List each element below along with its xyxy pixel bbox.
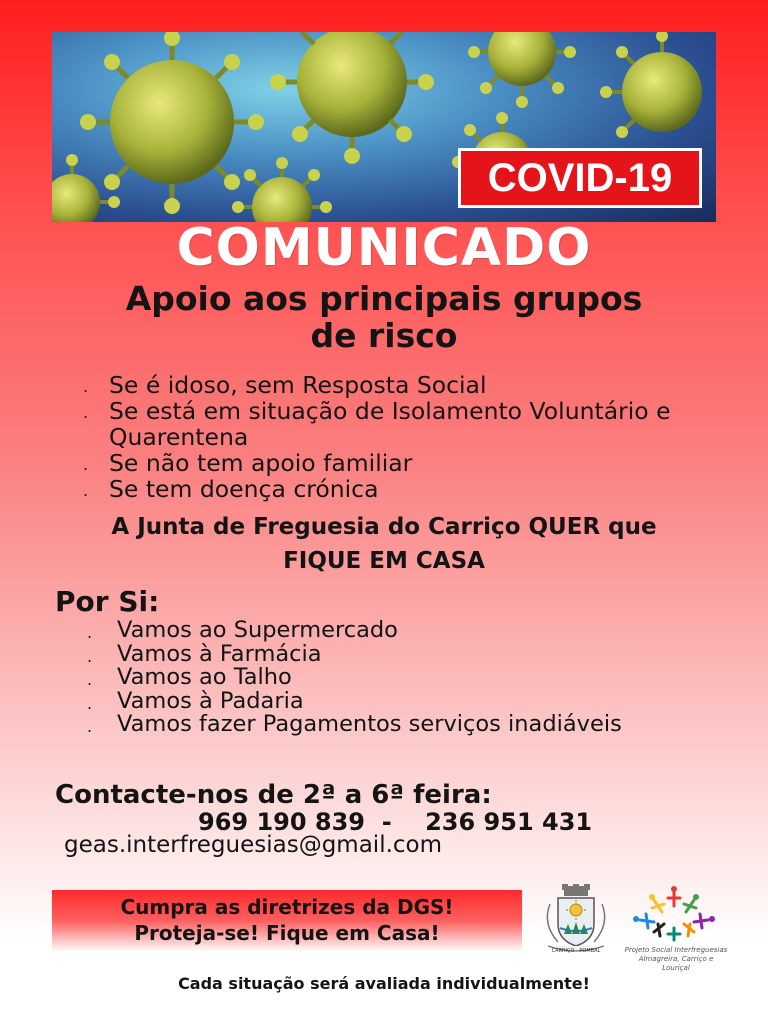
bullet-icon: .	[83, 455, 89, 474]
bullet-icon: .	[83, 377, 89, 396]
bullet-icon: .	[87, 693, 93, 713]
list-item: . Se é idoso, sem Resposta Social	[83, 371, 487, 399]
virus-icon	[232, 157, 332, 222]
virus-icon	[80, 32, 264, 214]
list-item: . Se está em situação de Isolamento Voluntário e Quarentena	[83, 397, 671, 451]
email-address: geas.interfreguesias@gmail.com	[64, 832, 443, 858]
junta-line-1: A Junta de Freguesia do Carriço QUER que	[111, 514, 657, 540]
junta-message	[0, 510, 768, 578]
por-si-heading: Por Si:	[55, 585, 160, 618]
contact-heading: Contacte-nos de 2ª a 6ª feira:	[55, 780, 492, 810]
bullet-icon: .	[87, 623, 93, 642]
parish-crest-logo	[536, 884, 616, 956]
list-item: . Vamos ao Talho	[87, 664, 292, 690]
bullet-icon: .	[87, 646, 93, 666]
covid-banner	[52, 32, 716, 222]
list-item: . Vamos à Padaria	[87, 687, 304, 714]
bullet-icon: .	[83, 403, 89, 422]
bullet-icon: .	[87, 717, 93, 736]
dgs-line-1: Cumpra as diretrizes da DGS!	[120, 895, 454, 919]
risk-groups-list	[83, 372, 709, 502]
dgs-line-2: Proteja-se! Fique em Casa!	[134, 921, 440, 945]
errands-list	[87, 619, 622, 737]
virus-icon	[270, 32, 434, 164]
list-item: . Se não tem apoio familiar	[83, 449, 413, 477]
bullet-icon: .	[83, 481, 89, 500]
list-item: . Se tem doença crónica	[83, 475, 379, 503]
virus-icon	[468, 32, 576, 108]
list-item: . Vamos ao Supermercado	[87, 617, 398, 643]
crest-caption: CARRIÇO - POMBAL	[551, 948, 601, 954]
subtitle: Apoio aos principais grupos de risco	[125, 279, 643, 355]
covid-badge: COVID-19	[458, 148, 702, 208]
page-title: COMUNICADO	[176, 218, 592, 278]
phone-numbers: 969 190 839 - 236 951 431	[198, 808, 593, 836]
footer-note: Cada situação será avaliada individualmente!	[178, 974, 590, 993]
list-item: . Vamos fazer Pagamentos serviços inadiáveis	[87, 711, 622, 737]
dgs-guidelines-banner	[52, 890, 522, 952]
junta-line-2: FIQUE EM CASA	[283, 548, 485, 574]
project-logo-caption: Projeto Social Interfreguesias Almagreira, Carriço e Louriçal	[624, 946, 728, 972]
list-item: . Vamos à Farmácia	[87, 640, 322, 667]
virus-icon	[600, 32, 702, 138]
bullet-icon: .	[87, 670, 93, 689]
